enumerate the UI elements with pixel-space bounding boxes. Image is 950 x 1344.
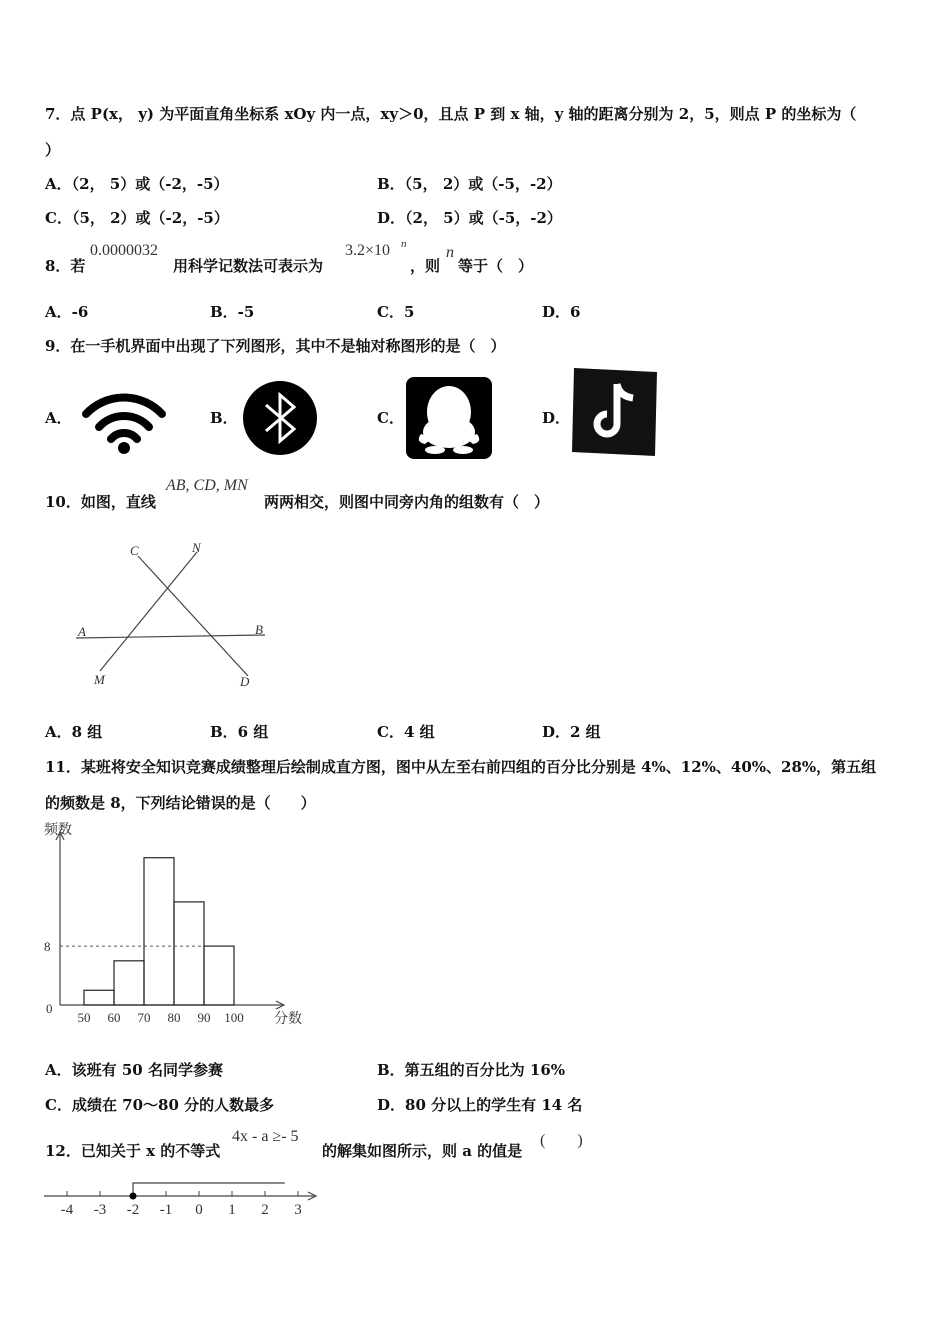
histogram-bar xyxy=(144,858,174,1005)
label-a: A xyxy=(78,624,86,639)
label-m: M xyxy=(94,672,105,687)
q7-option-d: D．（2， 5）或（-5，-2） xyxy=(377,209,562,227)
q7-stem-line1: 7．点 P(x， y) 为平面直角坐标系 xOy 内一点，xy＞0，且点 P 到 x 轴，y 轴的距离分别为 2，5，则点 P 的坐标为（ xyxy=(45,105,857,123)
q8-var: n xyxy=(446,244,454,261)
histogram-chart xyxy=(38,818,318,1030)
solution-ray xyxy=(133,1183,285,1196)
q11-option-d: D．80 分以上的学生有 14 名 xyxy=(377,1096,583,1114)
q8-option-b: B．-5 xyxy=(210,303,255,321)
number-line-label: 2 xyxy=(261,1202,269,1218)
line-cd xyxy=(138,556,248,676)
wifi-icon xyxy=(80,388,168,456)
q7-option-b: B．（5， 2）或（-5，-2） xyxy=(377,175,562,193)
label-c: C xyxy=(130,543,139,558)
y-tick-label: 0 xyxy=(46,1001,53,1016)
x-tick-label: 60 xyxy=(107,1010,121,1025)
q7-option-c: C．（5， 2）或（-2，-5） xyxy=(45,209,229,227)
x-tick-label: 80 xyxy=(167,1010,181,1025)
q10-option-b: B．6 组 xyxy=(210,723,269,741)
number-line-label: 0 xyxy=(195,1202,203,1218)
q8-number: 0.0000032 xyxy=(90,242,158,259)
q9-option-d: D． xyxy=(542,409,571,427)
number-line-label: -1 xyxy=(159,1202,173,1218)
q8-suffix: 等于（ ） xyxy=(458,257,534,275)
line-mn xyxy=(100,552,197,671)
q7-stem-line2: ） xyxy=(45,141,61,159)
histogram-bar xyxy=(204,946,234,1005)
q9-option-b: B． xyxy=(210,409,238,427)
x-tick-label: 50 xyxy=(77,1010,91,1025)
histogram-bar xyxy=(114,961,144,1005)
number-line-label: -2 xyxy=(126,1202,140,1218)
q10-option-c: C．4 组 xyxy=(377,723,435,741)
number-line-label: -3 xyxy=(93,1202,107,1218)
histogram-bar xyxy=(174,902,204,1005)
q9-option-a: A． xyxy=(45,409,72,427)
q11-option-b: B．第五组的百分比为 16% xyxy=(377,1061,566,1079)
label-n: N xyxy=(192,540,201,555)
q8-option-a: A．-6 xyxy=(45,303,89,321)
x-tick-label: 90 xyxy=(197,1010,211,1025)
q12-inequality: 4x - a ≥- 5 xyxy=(232,1128,299,1145)
qq-penguin-icon xyxy=(405,376,493,460)
q9-stem: 9．在一手机界面中出现了下列图形，其中不是轴对称图形的是（ ） xyxy=(45,337,506,355)
q8-prefix: 8．若 xyxy=(45,257,86,275)
q12-prefix: 12．已知关于 x 的不等式 xyxy=(45,1142,221,1160)
q12-suffix: 的解集如图所示，则 a 的值是 xyxy=(322,1142,523,1160)
intersecting-lines-figure xyxy=(70,538,280,690)
q8-sci-base: 3.2×10 xyxy=(345,242,391,259)
label-d: D xyxy=(240,674,250,689)
x-tick-label: 70 xyxy=(137,1010,151,1025)
y-axis-label: 频数 xyxy=(44,823,72,838)
q10-option-d: D．2 组 xyxy=(542,723,601,741)
bluetooth-icon xyxy=(240,378,320,458)
q11-stem-line1: 11．某班将安全知识竞赛成绩整理后绘制成直方图，图中从左至右前四组的百分比分别是 4%、12%、40%、28%，第五组 xyxy=(45,758,877,776)
y-tick-label: 8 xyxy=(44,939,51,955)
line-ab xyxy=(76,635,265,638)
x-axis-label: 分数 xyxy=(274,1012,302,1027)
tiktok-icon xyxy=(571,366,659,458)
label-b: B xyxy=(255,622,263,637)
q8-option-d: D．6 xyxy=(542,303,581,321)
q11-option-c: C．成绩在 70～80 分的人数最多 xyxy=(45,1096,275,1114)
q8-option-c: C．5 xyxy=(377,303,415,321)
x-tick-label: 100 xyxy=(224,1010,244,1025)
number-line xyxy=(40,1176,325,1220)
number-line-label: 1 xyxy=(228,1202,236,1218)
q9-option-c: C． xyxy=(377,409,404,427)
q10-lines: AB, CD, MN xyxy=(166,477,248,494)
q10-option-a: A．8 组 xyxy=(45,723,103,741)
q8-then: ，则 xyxy=(410,257,441,275)
histogram-bar xyxy=(84,990,114,1005)
q10-suffix: 两两相交，则图中同旁内角的组数有（ ） xyxy=(264,493,550,511)
q11-option-a: A．该班有 50 名同学参赛 xyxy=(45,1061,223,1079)
q8-sci-exponent: n xyxy=(401,238,407,250)
q11-stem-line2: 的频数是 8，下列结论错误的是（ ） xyxy=(45,794,316,812)
number-line-label: 3 xyxy=(294,1202,302,1218)
q10-prefix: 10．如图，直线 xyxy=(45,493,156,511)
q8-middle: 用科学记数法可表示为 xyxy=(173,257,324,275)
number-line-label: -4 xyxy=(60,1202,74,1218)
q7-option-a: A．（2， 5）或（-2，-5） xyxy=(45,175,229,193)
solution-start-dot xyxy=(130,1193,137,1200)
q12-paren: ( ) xyxy=(540,1132,583,1149)
